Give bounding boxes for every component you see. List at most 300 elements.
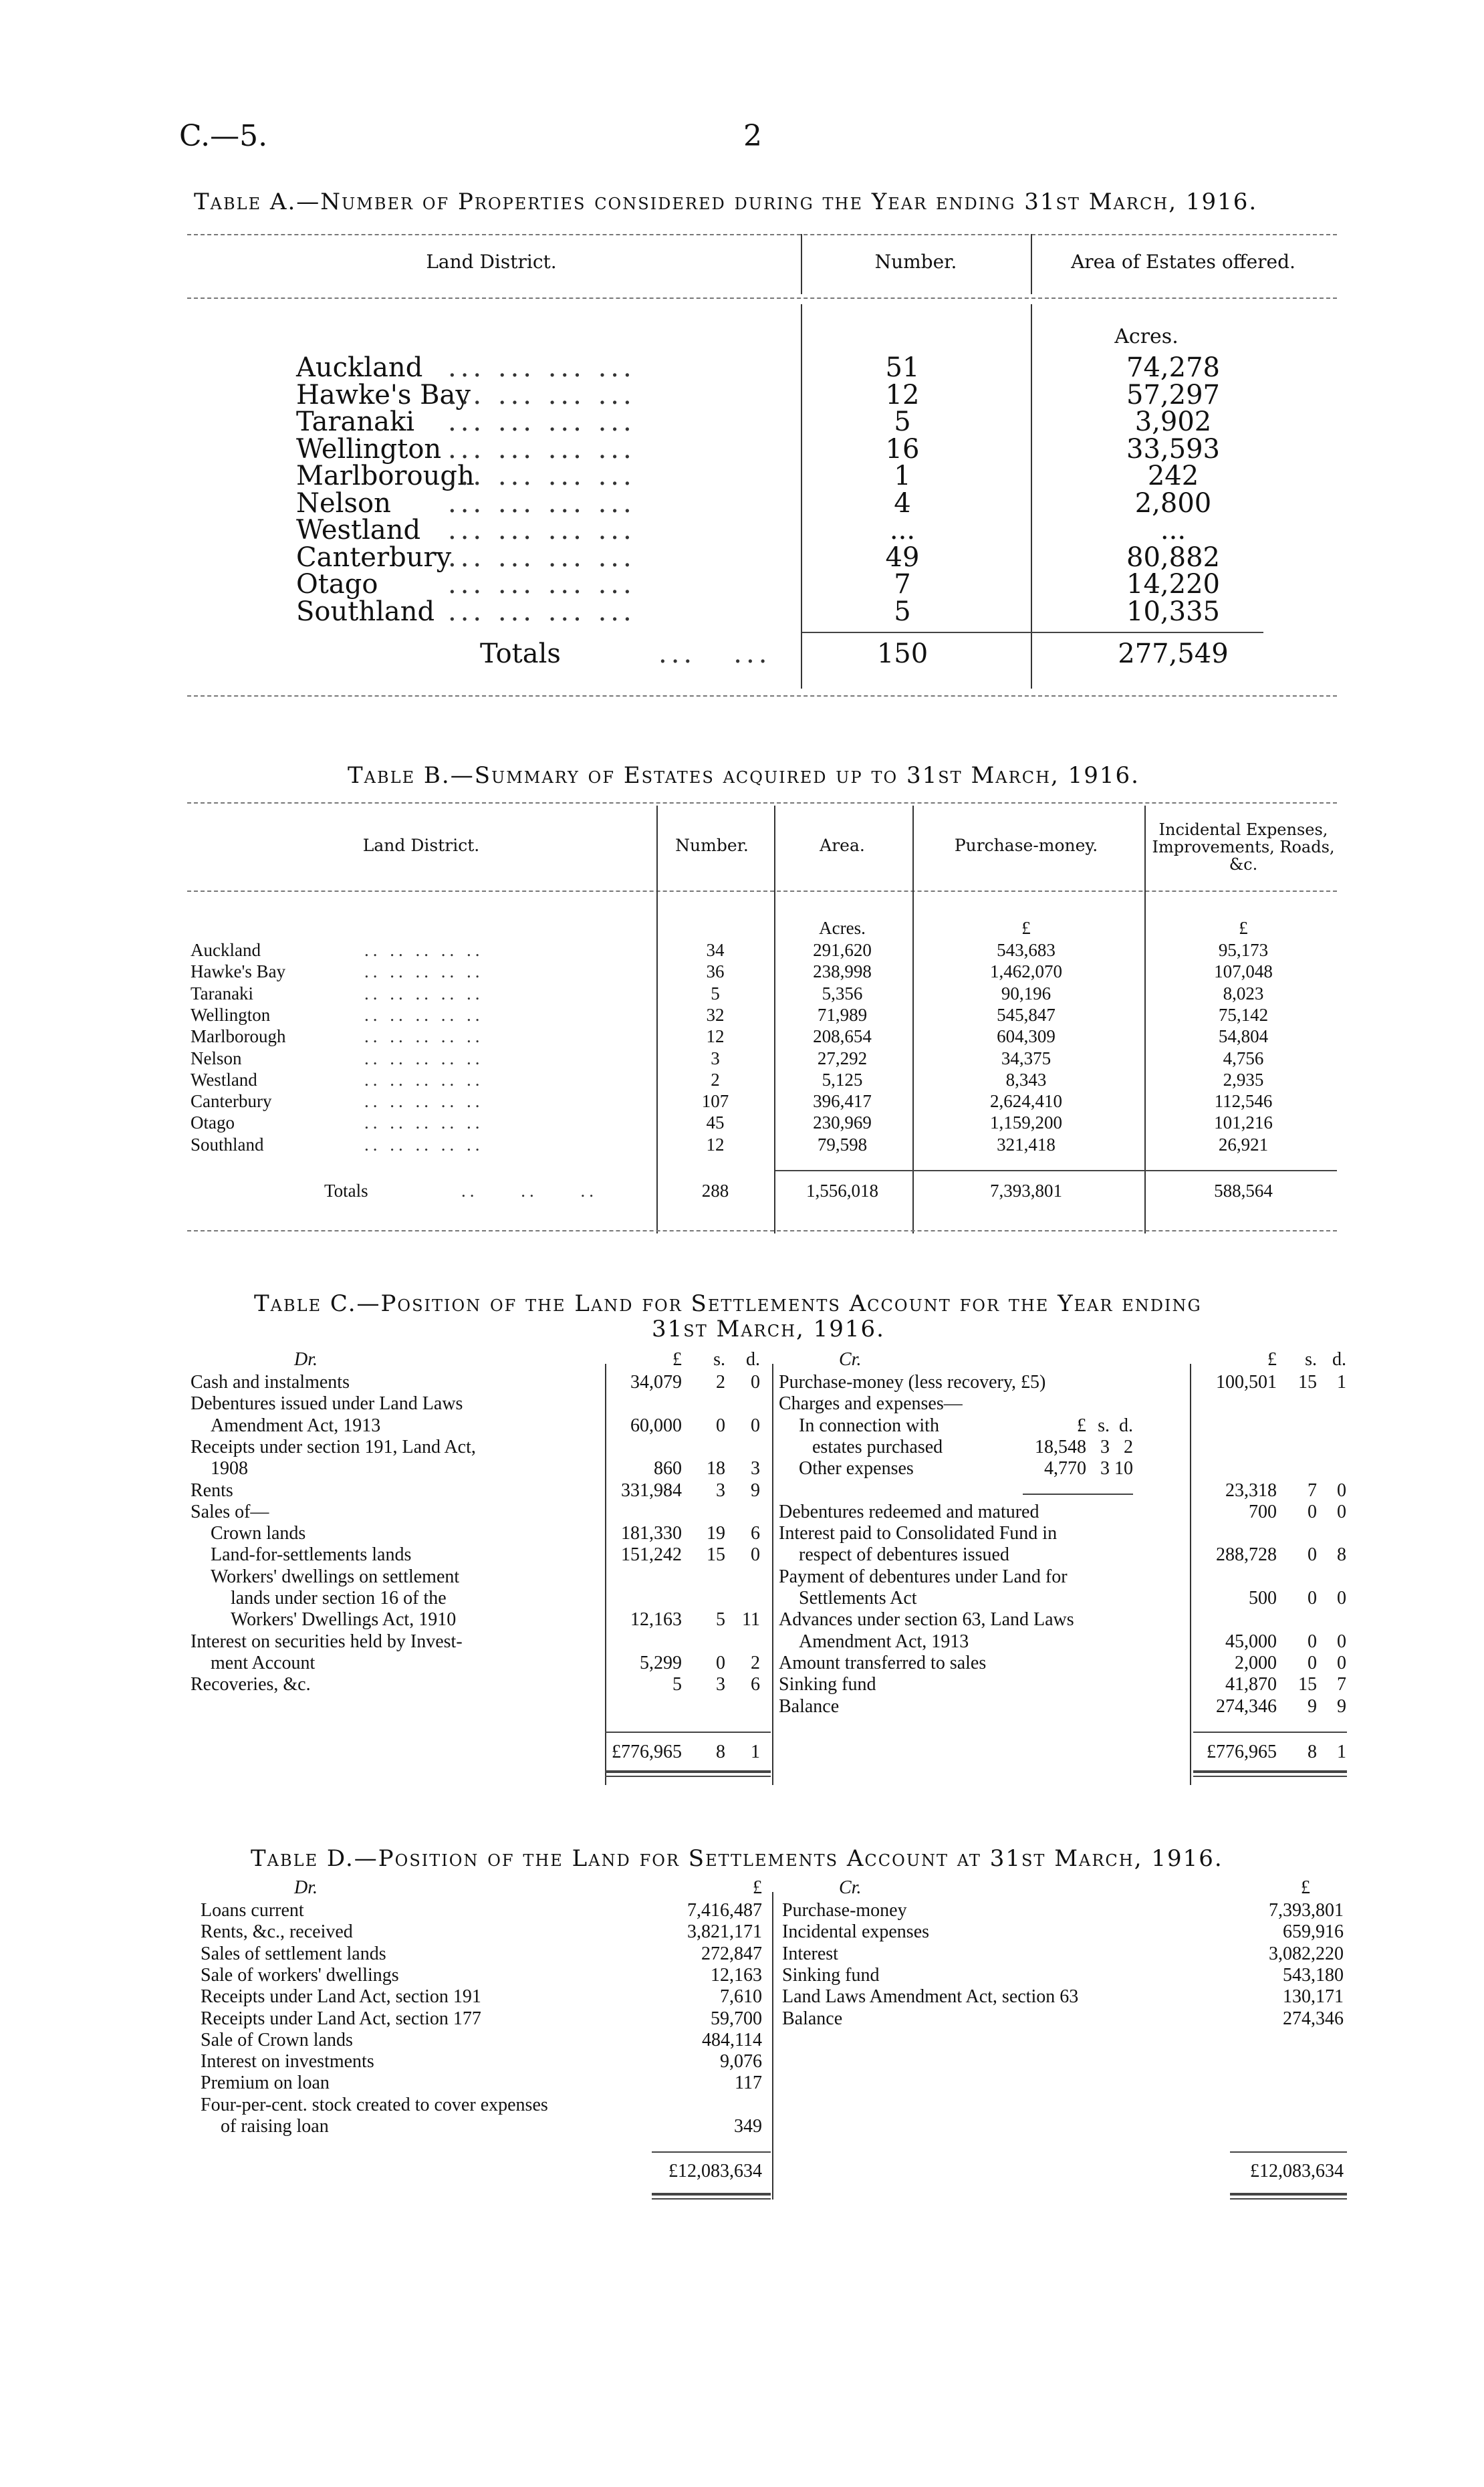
table-c-dr-pence-head: d. [746, 1349, 760, 1370]
table-c-dr-item: Cash and instalments [191, 1372, 350, 1393]
table-b-bottom-rule [187, 1230, 1337, 1231]
table-d-double-rule [652, 2193, 771, 2196]
table-a-top-rule [187, 234, 1337, 235]
table-c-dr-item: Land-for-settlements lands [211, 1544, 412, 1566]
table-a-area: 74,278 [1126, 352, 1220, 383]
table-b-area: 5,356 [822, 983, 863, 1003]
table-c-dr-item: Amendment Act, 1913 [211, 1415, 381, 1436]
table-c-cr-sub-pounds: £ [1077, 1415, 1086, 1436]
table-b-number: 107 [701, 1091, 729, 1112]
table-d-cr-value: 3,082,220 [1269, 1943, 1344, 1964]
table-c-dr-pounds [602, 1566, 682, 1588]
table-c-dr-shilling-head: s. [713, 1349, 725, 1370]
table-d-dr-value: 117 [735, 2072, 762, 2094]
table-c-dr-pounds: 5,299 [640, 1652, 682, 1673]
table-c-dr-pence [730, 1437, 760, 1458]
table-d-dr-value: 12,163 [711, 1964, 762, 1986]
table-b-divider [656, 806, 658, 1233]
table-b-incidental: 75,142 [1218, 1004, 1269, 1025]
table-b-unit-purchase: £ [1021, 918, 1031, 938]
table-a-area: 14,220 [1126, 569, 1220, 600]
table-b-incidental: 107,048 [1214, 961, 1273, 982]
table-b-number: 45 [706, 1112, 725, 1133]
table-a-divider [1031, 304, 1032, 689]
table-b-district: Wellington [191, 1004, 271, 1025]
table-a-area: ... [1160, 515, 1187, 546]
table-b-number: 12 [706, 1134, 725, 1155]
table-c-cr-shillings: 0 [1308, 1544, 1317, 1566]
table-c-cr-shillings: 9 [1308, 1695, 1317, 1717]
table-c-cr-pounds [1190, 1609, 1277, 1631]
table-c-dr-shillings [689, 1588, 725, 1609]
leader-dots: .. .. .. [461, 1181, 598, 1201]
table-c-dr-pounds: 34,079 [630, 1372, 682, 1393]
table-a-bottom-rule [187, 695, 1337, 697]
table-a-district: Nelson [296, 487, 391, 519]
table-a-number: 5 [894, 596, 911, 627]
table-d-dr-value: 349 [734, 2116, 762, 2137]
table-c-cr-item: Settlements Act [799, 1588, 917, 1609]
table-c-dr-shillings: 15 [707, 1544, 725, 1566]
table-c-cr-shillings: 15 [1298, 1674, 1317, 1695]
table-a-area: 2,800 [1134, 487, 1212, 519]
table-b-purchase: 1,159,200 [990, 1112, 1062, 1133]
table-d-dr-value: 484,114 [702, 2029, 762, 2050]
table-a-area: 10,335 [1126, 596, 1220, 627]
table-c-cr-pounds [1190, 1458, 1277, 1479]
table-b-purchase: 8,343 [1005, 1069, 1047, 1090]
leader-dots: .. .. .. .. .. [364, 940, 484, 960]
table-c-dr-pounds [602, 1393, 682, 1415]
table-c-total-dr-shillings: 8 [716, 1742, 725, 1762]
table-c-dr-shillings [689, 1566, 725, 1588]
table-b-district: Southland [191, 1134, 264, 1155]
table-d-total-cr: £12,083,634 [1250, 2161, 1344, 2181]
table-b-number: 34 [706, 940, 725, 960]
table-b-district: Westland [191, 1069, 257, 1090]
table-c-cr-sub-pounds: 18,548 [1035, 1436, 1086, 1457]
table-d-total-rule [1230, 2151, 1347, 2153]
table-c-dr-pence: 2 [751, 1652, 760, 1673]
table-c-cr-pence: 0 [1337, 1479, 1346, 1501]
table-d-dr-value: 272,847 [701, 1943, 762, 1964]
table-b-totals-number: 288 [701, 1181, 729, 1201]
table-c-dr-pounds [602, 1588, 682, 1609]
table-d-center-divider [772, 1892, 773, 2200]
table-d-dr-item: of raising loan [221, 2116, 329, 2137]
table-a-number: 1 [894, 461, 911, 491]
table-c-dr-pence: 0 [751, 1544, 760, 1566]
table-c-cr-item: Purchase-money (less recovery, £5) [779, 1372, 1046, 1393]
table-b-incidental: 54,804 [1218, 1026, 1269, 1047]
table-b-area: 27,292 [817, 1048, 868, 1068]
table-c-cr-item: Payment of debentures under Land for [779, 1566, 1068, 1587]
table-a-totals-area: 277,549 [1118, 638, 1229, 669]
table-c-dr-pence: 0 [751, 1372, 760, 1393]
table-b-total-rule [775, 1170, 1337, 1171]
table-d-dr-item: Premium on loan [201, 2072, 330, 2094]
leader-dots: .. .. .. .. .. [364, 1004, 484, 1025]
table-c-dr-item: Crown lands [211, 1523, 306, 1544]
leader-dots: ... ... ... ... [448, 461, 636, 491]
table-a-number: 16 [885, 433, 920, 465]
table-b-number: 2 [711, 1069, 720, 1090]
table-c-cr-item: Advances under section 63, Land Laws [779, 1609, 1074, 1631]
table-c-dr-item: ment Account [211, 1652, 316, 1673]
table-b-area: 71,989 [817, 1004, 868, 1025]
table-d-title: Table D.—Position of the Land for Settlements Account at 31st March, 1916. [251, 1845, 1223, 1872]
leader-dots: ... ... ... ... [448, 352, 636, 383]
table-a-title: Table A.—Number of Properties considered during the Year ending 31st March, 1916. [194, 189, 1258, 215]
leader-dots: ... ... ... ... [448, 542, 636, 573]
table-b-area: 208,654 [813, 1026, 872, 1047]
table-d-cr-item: Land Laws Amendment Act, section 63 [782, 1986, 1079, 2008]
table-b-number: 5 [711, 983, 720, 1003]
table-c-cr-shillings [1278, 1609, 1317, 1631]
table-c-cr-item: Balance [779, 1695, 840, 1717]
table-c-total-cr-pounds: £776,965 [1207, 1742, 1277, 1762]
table-a-district: Marlborough [296, 461, 475, 491]
table-c-cr-shillings: 15 [1298, 1372, 1317, 1393]
table-c-cr-pounds: 23,318 [1225, 1479, 1277, 1501]
table-c-title-line1: Table C.—Position of the Land for Settlements Account for the Year ending [254, 1290, 1202, 1317]
table-c-cr-pounds [1190, 1415, 1277, 1437]
table-c-cr-pounds [1190, 1566, 1277, 1588]
table-b-district: Taranaki [191, 983, 254, 1003]
table-a-col-area: Area of Estates offered. [1071, 251, 1295, 273]
leader-dots: ... ... ... ... [448, 487, 636, 519]
table-b-area: 396,417 [813, 1091, 872, 1112]
table-d-dr-value [628, 2095, 762, 2116]
table-c-dr-shillings: 2 [716, 1372, 725, 1393]
table-c-dr-shillings: 5 [716, 1609, 725, 1631]
table-b-totals-incidental: 588,564 [1214, 1181, 1273, 1201]
table-d-total-dr: £12,083,634 [668, 2161, 762, 2181]
table-d-dr-label: Dr. [294, 1877, 318, 1898]
leader-dots: .. .. .. .. .. [364, 1112, 484, 1133]
table-a-col-number: Number. [874, 251, 957, 273]
table-c-cr-sub-pence: d. [1119, 1415, 1133, 1436]
table-c-cr-pence: 0 [1337, 1501, 1346, 1522]
table-b-incidental: 8,023 [1223, 983, 1264, 1003]
table-c-cr-pence: 0 [1337, 1631, 1346, 1652]
table-a-number: 49 [885, 542, 920, 573]
table-a-number: 51 [885, 352, 920, 383]
table-c-dr-shillings [689, 1631, 725, 1653]
table-b-incidental: 26,921 [1218, 1134, 1269, 1155]
table-c-cr-item: Sinking fund [779, 1674, 876, 1695]
table-b-number: 3 [711, 1048, 720, 1068]
table-c-dr-pounds [602, 1502, 682, 1523]
table-c-cr-shillings [1278, 1393, 1317, 1415]
leader-dots: ... ... [658, 638, 771, 669]
table-c-dr-item: 1908 [211, 1458, 248, 1479]
leader-dots: ... ... ... ... [448, 596, 636, 627]
table-c-dr-pence: 11 [742, 1609, 760, 1631]
table-c-title-line2: 31st March, 1916. [652, 1316, 885, 1342]
table-c-dr-item: Receipts under section 191, Land Act, [191, 1436, 476, 1457]
leader-dots: .. .. .. .. .. [364, 1069, 484, 1090]
table-b-incidental: 101,216 [1214, 1112, 1273, 1133]
table-b-unit-area: Acres. [819, 918, 866, 938]
table-b-incidental: 4,756 [1223, 1048, 1264, 1068]
table-c-dr-pounds [602, 1631, 682, 1653]
document-reference: C.—5. [179, 119, 268, 153]
table-c-cr-pence: 0 [1337, 1652, 1346, 1673]
table-c-cr-pounds: 41,870 [1225, 1674, 1277, 1695]
table-c-cr-item: respect of debentures issued [799, 1544, 1009, 1566]
table-a-total-rule [802, 632, 1263, 633]
leader-dots: .. .. .. .. .. [364, 1134, 484, 1155]
table-b-district: Otago [191, 1112, 235, 1133]
table-d-cr-value: 543,180 [1283, 1964, 1344, 1986]
table-d-cr-item: Purchase-money [782, 1900, 907, 1921]
table-c-dr-pounds: 60,000 [630, 1415, 682, 1436]
table-c-cr-pounds: 274,346 [1216, 1695, 1277, 1717]
table-b-district: Hawke's Bay [191, 961, 286, 982]
table-b-totals-label: Totals [324, 1181, 368, 1201]
table-d-double-rule [1230, 2193, 1347, 2196]
table-c-dr-pence [730, 1393, 760, 1415]
table-c-cr-pounds [1190, 1393, 1277, 1415]
table-c-dr-shillings: 0 [716, 1652, 725, 1673]
table-d-dr-value: 59,700 [711, 2008, 762, 2029]
table-c-dr-shillings [689, 1502, 725, 1523]
table-c-cr-shillings [1278, 1523, 1317, 1544]
table-c-cr-pounds: 2,000 [1235, 1652, 1277, 1673]
table-b-purchase: 34,375 [1001, 1048, 1052, 1068]
table-c-total-cr-pence: 1 [1337, 1742, 1346, 1762]
table-b-purchase: 321,418 [997, 1134, 1056, 1155]
table-c-cr-pence: 8 [1337, 1544, 1346, 1566]
table-c-dr-pounds: 331,984 [621, 1479, 682, 1501]
table-b-district: Auckland [191, 940, 261, 960]
table-c-dr-item: Sales of— [191, 1501, 269, 1522]
table-c-cr-sub-pence: 10 [1114, 1458, 1133, 1479]
table-c-cr-pounds: 45,000 [1225, 1631, 1277, 1652]
table-b-totals-purchase: 7,393,801 [990, 1181, 1062, 1201]
table-c-cr-pence [1318, 1458, 1346, 1479]
table-a-totals-number: 150 [876, 638, 929, 669]
table-d-dr-item: Sales of settlement lands [201, 1943, 386, 1964]
table-a-number: 7 [894, 569, 911, 600]
table-c-cr-shillings [1278, 1458, 1317, 1479]
table-c-double-rule [1193, 1770, 1347, 1773]
table-d-dr-item: Rents, &c., received [201, 1921, 353, 1943]
table-c-cr-shillings [1278, 1415, 1317, 1437]
table-c-cr-pound-head: £ [1267, 1349, 1277, 1370]
table-a-district: Otago [296, 569, 378, 600]
table-c-cr-shillings: 0 [1308, 1631, 1317, 1652]
table-b-area: 238,998 [813, 961, 872, 982]
table-c-cr-pence [1318, 1566, 1346, 1588]
table-c-cr-item: estates purchased [812, 1436, 943, 1457]
table-a-area: 242 [1147, 461, 1199, 491]
table-b-col-incidental: Incidental Expenses, Improvements, Roads, &c. [1152, 820, 1335, 874]
table-b-purchase: 545,847 [997, 1004, 1056, 1025]
table-b-incidental: 2,935 [1223, 1069, 1264, 1090]
table-a-header-rule [187, 298, 1337, 299]
table-c-dr-pence: 6 [751, 1674, 760, 1695]
table-c-dr-pounds: 860 [654, 1458, 682, 1479]
table-d-cr-label: Cr. [839, 1877, 862, 1898]
table-c-dr-shillings [689, 1393, 725, 1415]
table-b-district: Marlborough [191, 1026, 286, 1047]
table-c-dr-pence [730, 1588, 760, 1609]
table-c-cr-item: Debentures redeemed and matured [779, 1501, 1039, 1522]
table-c-dr-item: Workers' Dwellings Act, 1910 [231, 1609, 457, 1631]
table-c-cr-pence [1318, 1415, 1346, 1437]
table-b-number: 36 [706, 961, 725, 982]
table-c-dr-item: Interest on securities held by Invest- [191, 1631, 463, 1652]
table-c-cr-shillings [1278, 1566, 1317, 1588]
table-a-unit: Acres. [1114, 325, 1179, 348]
leader-dots: ... ... ... ... [448, 406, 636, 437]
table-c-cr-sub-pounds: 4,770 [1044, 1458, 1086, 1479]
table-c-dr-pence: 3 [751, 1458, 760, 1479]
table-a-divider [801, 304, 802, 689]
table-d-cr-value: 130,171 [1283, 1986, 1344, 2008]
table-c-total-cr-shillings: 8 [1308, 1742, 1317, 1762]
table-b-divider [1144, 806, 1146, 1233]
table-c-cr-shilling-head: s. [1305, 1349, 1317, 1370]
table-b-area: 5,125 [822, 1069, 863, 1090]
table-b-divider [912, 806, 914, 1233]
table-c-cr-pence-head: d. [1332, 1349, 1346, 1370]
table-c-dr-pounds: 5 [672, 1674, 682, 1695]
table-b-area: 79,598 [817, 1134, 868, 1155]
table-a-area: 57,297 [1126, 379, 1220, 410]
table-c-cr-sub-pence: 2 [1124, 1436, 1133, 1457]
table-d-dr-item: Sale of workers' dwellings [201, 1964, 399, 1986]
table-b-incidental: 112,546 [1214, 1091, 1273, 1112]
table-d-dr-value: 7,610 [720, 1986, 762, 2008]
table-c-dr-pence: 6 [751, 1523, 760, 1544]
table-d-dr-item: Sale of Crown lands [201, 2029, 353, 2050]
table-c-cr-pence: 9 [1337, 1695, 1346, 1717]
table-c-dr-label: Dr. [294, 1349, 318, 1370]
table-a-number: 12 [885, 379, 920, 410]
table-c-dr-pounds: 181,330 [621, 1523, 682, 1544]
table-b-area: 291,620 [813, 940, 872, 960]
table-d-cr-value: 274,346 [1283, 2008, 1344, 2029]
table-b-number: 12 [706, 1026, 725, 1047]
table-b-top-rule [187, 802, 1337, 804]
table-c-cr-shillings: 0 [1308, 1588, 1317, 1609]
table-d-cr-value: 659,916 [1283, 1921, 1344, 1943]
table-b-col-area: Area. [820, 836, 865, 855]
table-b-purchase: 1,462,070 [990, 961, 1062, 982]
table-b-purchase: 2,624,410 [990, 1091, 1062, 1112]
table-d-double-rule [652, 2198, 771, 2200]
table-c-cr-item: Other expenses [799, 1458, 914, 1479]
leader-dots: .. .. .. .. .. [364, 1091, 484, 1112]
table-c-dr-shillings [689, 1437, 725, 1458]
table-b-number: 32 [706, 1004, 725, 1025]
table-c-cr-pence: 0 [1337, 1588, 1346, 1609]
table-d-dr-value: 9,076 [720, 2051, 762, 2072]
table-c-cr-pounds: 288,728 [1216, 1544, 1277, 1566]
table-c-cr-pence [1318, 1393, 1346, 1415]
table-c-subtotal-rule [1023, 1494, 1133, 1495]
table-a-divider [801, 234, 802, 294]
table-c-dr-pounds: 12,163 [630, 1609, 682, 1631]
table-a-district: Taranaki [296, 406, 415, 437]
table-c-double-rule [605, 1770, 771, 1773]
table-c-cr-pence: 7 [1337, 1674, 1346, 1695]
table-a-area: 33,593 [1126, 433, 1220, 465]
leader-dots: ... ... ... ... [448, 379, 636, 410]
table-c-cr-pounds: 100,501 [1216, 1372, 1277, 1393]
table-a-number: ... [889, 515, 916, 546]
table-c-dr-item: Recoveries, &c. [191, 1674, 311, 1695]
table-c-cr-pence [1318, 1437, 1346, 1458]
table-c-cr-pounds: 500 [1249, 1588, 1277, 1609]
table-c-cr-shillings: 0 [1308, 1501, 1317, 1522]
table-b-purchase: 604,309 [997, 1026, 1056, 1047]
table-c-cr-pounds [1190, 1523, 1277, 1544]
table-c-dr-item: Workers' dwellings on settlement [211, 1566, 460, 1587]
table-d-cr-value: 7,393,801 [1269, 1900, 1344, 1921]
table-a-col-district: Land District. [426, 251, 557, 273]
table-a-district: Auckland [296, 352, 423, 383]
table-c-cr-label: Cr. [839, 1349, 862, 1370]
table-c-cr-sub-shillings: s. [1098, 1415, 1110, 1436]
table-d-dr-value: 3,821,171 [687, 1921, 762, 1943]
table-c-dr-shillings: 3 [716, 1674, 725, 1695]
table-c-dr-pence [730, 1502, 760, 1523]
table-b-purchase: 90,196 [1001, 983, 1052, 1003]
table-d-cr-item: Incidental expenses [782, 1921, 930, 1943]
table-b-purchase: 543,683 [997, 940, 1056, 960]
table-a-area: 80,882 [1126, 542, 1220, 573]
table-b-col-number: Number. [675, 836, 749, 855]
leader-dots: .. .. .. .. .. [364, 1048, 484, 1068]
table-d-cr-item: Balance [782, 2008, 843, 2029]
table-c-cr-pence [1318, 1609, 1346, 1631]
table-d-dr-item: Loans current [201, 1900, 304, 1921]
table-c-dr-item: Rents [191, 1479, 233, 1501]
table-a-district: Westland [296, 515, 421, 546]
table-c-dr-shillings: 18 [707, 1458, 725, 1479]
table-b-totals-area: 1,556,018 [806, 1181, 878, 1201]
table-c-dr-shillings: 3 [716, 1479, 725, 1501]
table-c-dr-item: Debentures issued under Land Laws [191, 1393, 463, 1415]
table-a-totals-label: Totals [480, 638, 561, 669]
table-d-cr-item: Interest [782, 1943, 838, 1964]
table-d-dr-item: Four-per-cent. stock created to cover expenses [201, 2094, 548, 2115]
table-a-district: Southland [296, 596, 435, 627]
table-b-title: Table B.—Summary of Estates acquired up to 31st March, 1916. [348, 762, 1140, 789]
leader-dots: ... ... ... ... [448, 569, 636, 600]
page-number: 2 [743, 119, 762, 153]
table-c-center-divider [772, 1364, 773, 1785]
table-b-district: Nelson [191, 1048, 242, 1068]
table-b-district: Canterbury [191, 1091, 272, 1112]
table-c-double-rule [605, 1776, 771, 1777]
table-d-cr-currency: £ [1301, 1877, 1310, 1898]
table-c-total-dr-pounds: £776,965 [612, 1742, 682, 1762]
table-c-dr-pound-head: £ [672, 1349, 682, 1370]
table-b-header-rule [187, 891, 1337, 892]
table-c-dr-pence [730, 1566, 760, 1588]
table-c-cr-shillings: 7 [1308, 1479, 1317, 1501]
leader-dots: .. .. .. .. .. [364, 1026, 484, 1047]
table-d-dr-item: Receipts under Land Act, section 177 [201, 2008, 481, 2029]
table-b-col-purchase: Purchase-money. [954, 836, 1098, 855]
table-c-cr-sub-shillings: 3 [1100, 1458, 1110, 1479]
table-a-divider [1031, 234, 1032, 294]
